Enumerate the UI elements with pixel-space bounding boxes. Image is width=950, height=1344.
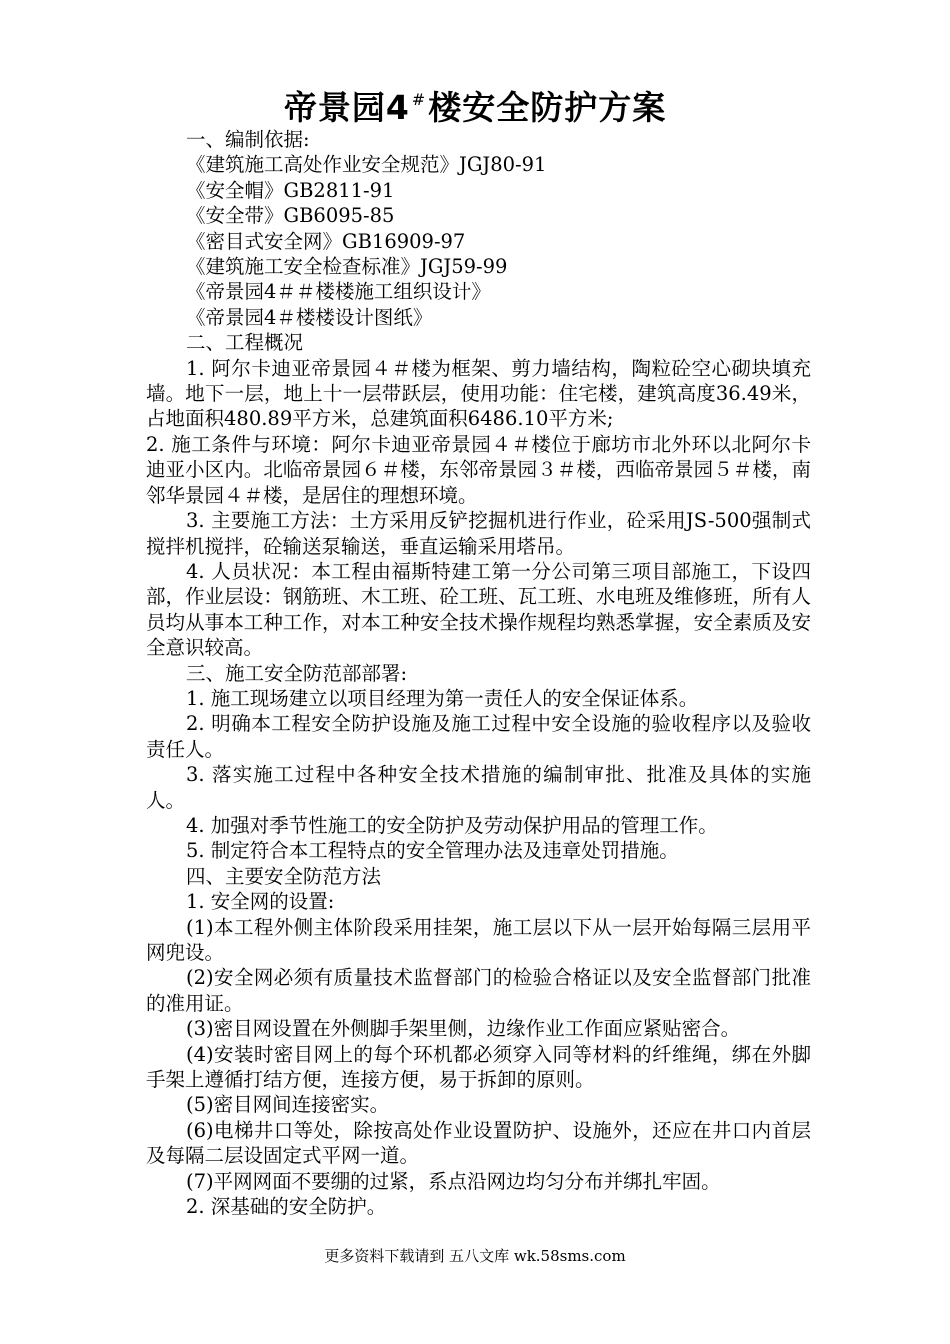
paragraph: (5)密目网间连接密实。: [186, 1093, 390, 1117]
paragraph: 2. 施工条件与环境：阿尔卡迪亚帝景园４＃楼位于廊坊市北外环以北阿尔卡迪亚小区内。北临帝景园６＃楼，东邻帝景园３＃楼，西临帝景园５＃楼，南邻华景园４＃楼，是居住的理想环境。: [146, 432, 811, 507]
paragraph: 《建筑施工高处作业安全规范》JGJ80-91: [186, 153, 547, 177]
paragraph: 2. 深基础的安全防护。: [186, 1195, 387, 1219]
paragraph: 4. 人员状况：本工程由福斯特建工第一分公司第三项目部施工，下设四部，作业层设：钢筋班、木工班、砼工班、瓦工班、水电班及维修班，所有人员均从事本工种工作，对本工种安全技术操作规程均熟悉掌握，安全素质及安全意识较高。: [146, 559, 811, 660]
paragraph: 2. 明确本工程安全防护设施及施工过程中安全设施的验收程序以及验收责任人。: [146, 712, 811, 761]
paragraph: 三、施工安全防范部部署:: [186, 661, 408, 685]
paragraph: 二、工程概况: [186, 331, 304, 355]
paragraph: 《建筑施工安全检查标准》JGJ59-99: [186, 255, 508, 279]
paragraph: 四、主要安全防范方法: [186, 864, 382, 888]
paragraph: 1. 阿尔卡迪亚帝景园４＃楼为框架、剪力墙结构，陶粒砼空心砌块填充墙。地下一层，地上十一层带跃层，使用功能：住宅楼，建筑高度36.49米，占地面积480.89平方米，总建筑面积6486.10平方米;: [146, 356, 811, 431]
paragraph: 3. 落实施工过程中各种安全技术措施的编制审批、批准及具体的实施人。: [146, 763, 811, 812]
title-suffix: 楼安全防护方案: [428, 88, 667, 127]
paragraph: 1. 安全网的设置:: [186, 890, 335, 914]
document-title: [0, 82, 950, 129]
title-prefix: 帝景园4: [283, 88, 410, 127]
footer-link-text[interactable]: 更多资料下载请到 五八文库 wk.58sms.com: [324, 1247, 626, 1265]
paragraph: 《帝景园4＃＃楼楼施工组织设计》: [186, 280, 491, 304]
paragraph: 5. 制定符合本工程特点的安全管理办法及违章处罚措施。: [186, 839, 679, 863]
paragraph: 一、编制依据:: [186, 128, 310, 151]
paragraph: (2)安全网必须有质量技术监督部门的检验合格证以及安全监督部门批准的准用证。: [146, 966, 811, 1015]
paragraph: (4)安装时密目网上的每个环机都必须穿入同等材料的纤维绳，绑在外脚手架上遵循打结方便，连接方便，易于拆卸的原则。: [146, 1042, 811, 1092]
paragraph: 1. 施工现场建立以项目经理为第一责任人的安全保证体系。: [186, 686, 699, 710]
paragraph: 《安全帽》GB2811-91: [186, 178, 395, 202]
paragraph: 《安全带》GB6095-85: [186, 204, 395, 228]
paragraph: (6)电梯井口等处，除按高处作业设置防护、设施外，还应在井口内首层及每隔二层设固定式平网一道。: [146, 1118, 811, 1168]
paragraph: 4. 加强对季节性施工的安全防护及劳动保护用品的管理工作。: [186, 813, 718, 837]
paragraph: (1)本工程外侧主体阶段采用挂架，施工层以下从一层开始每隔三层用平网兜设。: [146, 915, 811, 964]
document-body: [146, 127, 811, 1219]
paragraph: (7)平网网面不要绷的过紧，系点沿网边均匀分布并绑扎牢固。: [186, 1169, 721, 1193]
paragraph: 《帝景园4＃楼楼设计图纸》: [186, 305, 433, 329]
paragraph: 《密目式安全网》GB16909-97: [186, 229, 466, 253]
title-superscript: #: [411, 90, 427, 109]
paragraph: (3)密目网设置在外侧脚手架里侧，边缘作业工作面应紧贴密合。: [186, 1017, 741, 1041]
paragraph: 3. 主要施工方法：土方采用反铲挖掘机进行作业，砼采用JS-500强制式搅拌机搅拌，砼输送泵输送，垂直运输采用塔吊。: [146, 509, 811, 558]
